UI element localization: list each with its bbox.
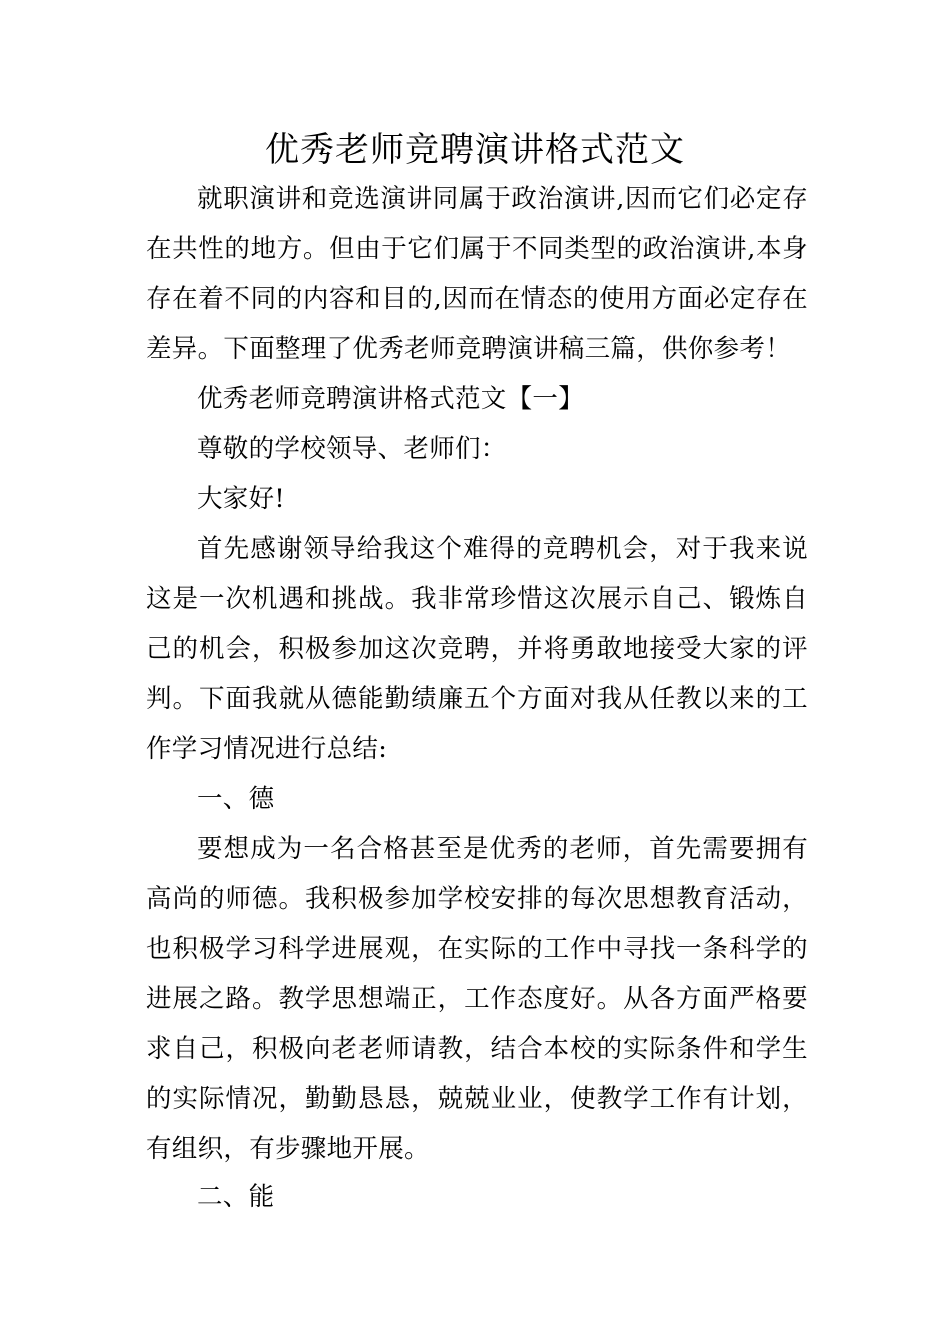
section-heading-one: 优秀老师竞聘演讲格式范文【一】	[197, 384, 585, 414]
salutation: 尊敬的学校领导、老师们：	[197, 434, 507, 464]
document-title: 优秀老师竞聘演讲格式范文	[265, 130, 685, 170]
subheading-de: 一、德	[197, 784, 275, 814]
greeting: 大家好!	[197, 484, 285, 514]
intro-paragraph: 就职演讲和竞选演讲同属于政治演讲,因而它们必定存在共性的地方。但由于它们属于不同类型的政治演讲,本身存在着不同的内容和目的,因而在情态的使用方面必定存在差异。下面整理了优秀老师竞聘演讲稿三篇，供你参考！	[146, 184, 808, 364]
opening-paragraph: 首先感谢领导给我这个难得的竞聘机会，对于我来说这是一次机遇和挑战。我非常珍惜这次展示自己、锻炼自己的机会，积极参加这次竞聘，并将勇敢地接受大家的评判。下面我就从德能勤绩廉五个方面对我从任教以来的工作学习情况进行总结:	[146, 534, 808, 764]
de-paragraph: 要想成为一名合格甚至是优秀的老师，首先需要拥有高尚的师德。我积极参加学校安排的每次思想教育活动，也积极学习科学进展观，在实际的工作中寻找一条科学的进展之路。教学思想端正，工作态度好。从各方面严格要求自己，积极向老老师请教，结合本校的实际条件和学生的实际情况，勤勤恳恳，兢兢业业，使教学工作有计划，有组织，有步骤地开展。	[146, 834, 808, 1164]
subheading-neng: 二、能	[197, 1182, 275, 1212]
